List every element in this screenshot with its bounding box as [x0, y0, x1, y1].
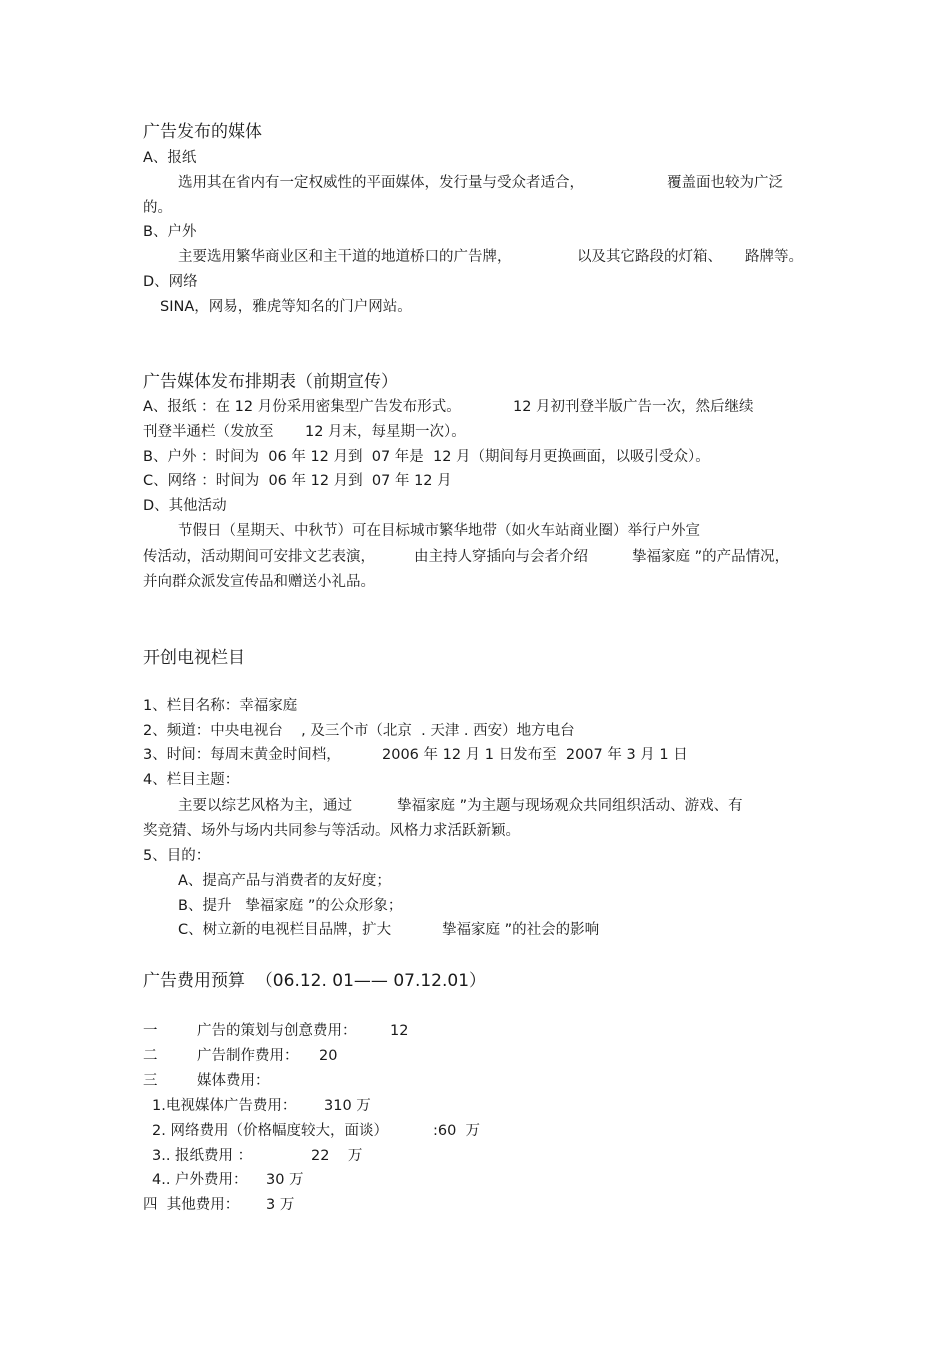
schedule-other-text-1: 节假日（星期天、中秋节）可在目标城市繁华地带（如火车站商业圈）举行户外宣: [178, 523, 700, 539]
tv-goal-c-end: 挚福家庭 ”的社会的影响: [442, 922, 600, 938]
budget-sub1-value: 310 万: [324, 1098, 371, 1114]
tv-goal-c: C、树立新的电视栏目品牌，扩大: [178, 922, 392, 938]
schedule-other-text-2-end: 挚福家庭 ”的产品情况，: [632, 549, 790, 565]
media-newspaper-text: 选用其在省内有一定权威性的平面媒体，发行量与受众者适合，: [178, 175, 584, 191]
budget-sub2-value: :60 万: [433, 1123, 481, 1139]
budget-row2-value: 20: [319, 1048, 338, 1064]
media-outdoor-text: 主要选用繁华商业区和主干道的地道桥口的广告牌，: [178, 249, 512, 265]
budget-row2-text: 广告制作费用：: [197, 1048, 299, 1064]
media-outdoor-label: B、户外: [143, 224, 197, 240]
schedule-other-text-3: 并向群众派发宣传品和赠送小礼品。: [143, 574, 375, 590]
schedule-other-text-2-mid: 由主持人穿插向与会者介绍: [414, 549, 588, 565]
media-newspaper-text-cont: 的。: [143, 200, 172, 216]
budget-row1-value: 12: [390, 1023, 409, 1039]
schedule-newspaper-line: A、报纸 ：在 12 月份采用密集型广告发布形式。: [143, 399, 461, 415]
section-title-tv: 开创电视栏目: [143, 648, 245, 668]
budget-row4-value: 3 万: [266, 1197, 295, 1213]
budget-row3-num: 三: [143, 1073, 158, 1089]
tv-item-time: 3、时间：每周末黄金时间档，: [143, 747, 341, 763]
budget-row4-text: 四 其他费用：: [143, 1197, 240, 1213]
media-outdoor-text-end: 路牌等。: [745, 249, 803, 265]
media-newspaper-label: A、报纸: [143, 150, 197, 166]
budget-sub3-value: 22 万: [311, 1148, 363, 1164]
budget-sub2-text: 2. 网络费用（价格幅度较大，面谈）: [152, 1123, 388, 1139]
media-outdoor-text-mid: 以及其它路段的灯箱、: [577, 249, 722, 265]
tv-theme-text-1-end: 挚福家庭 ”为主题与现场观众共同组织活动、游戏、有: [397, 798, 743, 814]
budget-sub4-value: 30 万: [266, 1172, 304, 1188]
schedule-other-text-2: 传活动，活动期间可安排文艺表演，: [143, 549, 375, 565]
schedule-newspaper-line-2: 刊登半通栏（发放至: [143, 424, 274, 440]
schedule-web-line: C、网络 ：时间为 06 年 12 月到 07 年 12 月: [143, 473, 452, 489]
media-web-text: SINA，网易，雅虎等知名的门户网站。: [160, 299, 412, 315]
tv-goal-b: B、提升 挚福家庭 ”的公众形象；: [178, 898, 403, 914]
budget-sub1-text: 1.电视媒体广告费用：: [152, 1098, 297, 1114]
schedule-newspaper-line-end: 12 月初刊登半版广告一次，然后继续: [513, 399, 754, 415]
section-title-budget: 广告费用预算 （06.12. 01—— 07.12.01）: [143, 971, 487, 991]
schedule-newspaper-line-2-end: 12 月末，每星期一次）。: [305, 424, 466, 440]
budget-row3-text: 媒体费用：: [197, 1073, 270, 1089]
budget-sub3-text: 3.. 报纸费用 ：: [152, 1148, 253, 1164]
tv-goal-a: A、提高产品与消费者的友好度；: [178, 873, 391, 889]
tv-item-theme: 4、栏目主题：: [143, 772, 240, 788]
tv-item-goal: 5、目的：: [143, 848, 211, 864]
budget-sub4-text: 4.. 户外费用：: [152, 1172, 248, 1188]
tv-item-name: 1、栏目名称：幸福家庭: [143, 698, 298, 714]
tv-theme-text-2: 奖竞猜、场外与场内共同参与等活动。风格力求活跃新颖。: [143, 823, 520, 839]
section-title-schedule: 广告媒体发布排期表（前期宣传）: [143, 372, 398, 392]
tv-theme-text-1: 主要以综艺风格为主，通过: [178, 798, 352, 814]
budget-row1-text: 广告的策划与创意费用：: [197, 1023, 357, 1039]
media-web-label: D、网络: [143, 274, 198, 290]
budget-row2-num: 二: [143, 1048, 158, 1064]
tv-item-time-range: 2006 年 12 月 1 日发布至 2007 年 3 月 1 日: [382, 747, 688, 763]
schedule-other-label: D、其他活动: [143, 498, 227, 514]
schedule-outdoor-line: B、户外 ：时间为 06 年 12 月到 07 年是 12 月（期间每月更换画面，以吸引受众）。: [143, 449, 710, 465]
budget-row1-num: 一: [143, 1023, 158, 1039]
tv-item-channel: 2、频道：中央电视台 , 及三个市（北京 . 天津 . 西安）地方电台: [143, 723, 575, 739]
media-newspaper-text-end: 覆盖面也较为广泛: [667, 175, 783, 191]
section-title-media: 广告发布的媒体: [143, 122, 262, 142]
